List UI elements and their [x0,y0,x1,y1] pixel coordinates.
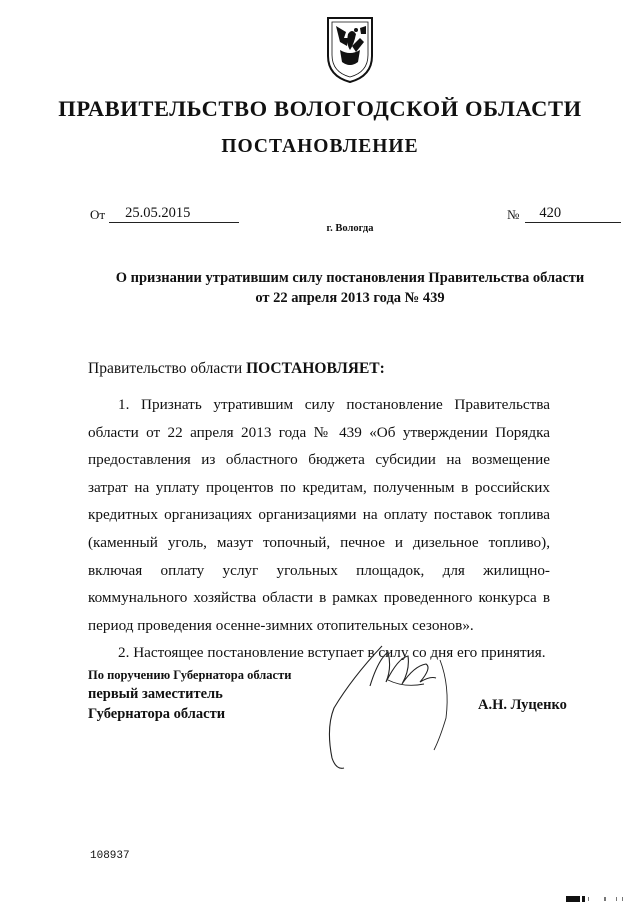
signatory-line-1: По поручению Губернатора области [88,668,292,682]
date-value: 25.05.2015 [109,205,239,223]
document-number: 108937 [90,850,130,862]
signatory-name: А.Н. Луценко [478,697,567,713]
document-body [88,391,550,667]
city-label: г. Вологда [326,223,374,234]
preamble [88,360,385,378]
barcode-mark [566,896,630,902]
signatory-title [88,666,291,724]
preamble-lead: Правительство области [88,360,247,377]
body-item-2: 2. Настоящее постановление вступает в силу со дня его принятия. [118,644,546,662]
body-item-1: 1. Признать утратившим силу постановление Правительства области от 22 апреля 2013 года № 439 «Об утверждении Порядка предоставления из областного бюджета субсидии на возмещение затрат на уплату процентов по кредитам, полученным в российских кредитных организациях организациями на оплату поставок топлива (каменный уголь, мазут топочный, печное и дизельное топливо), включая оплату услуг угольных площадок, для жилищно-коммунального хозяйства области в рамках проведенного конкурса в период проведения осенне-зимних отопительных сезонов». [88,396,550,634]
date-prefix: От [90,207,106,222]
signatory-line-2: первый заместитель [88,686,223,702]
number-prefix: № [507,207,520,222]
subject-line-2: от 22 апреля 2013 года № 439 [255,290,445,306]
signatory-line-3: Губернатора области [88,706,226,722]
date-field [90,205,239,223]
document-subject [60,268,640,308]
coat-of-arms-emblem [326,16,374,84]
subject-line-1: О признании утратившим силу постановления Правительства области [115,270,585,286]
handwritten-signature [322,638,452,773]
government-title: ПРАВИТЕЛЬСТВО ВОЛОГОДСКОЙ ОБЛАСТИ [58,96,582,121]
preamble-emphasis: ПОСТАНОВЛЯЕТ: [246,360,385,377]
number-field [507,205,621,223]
document-type: ПОСТАНОВЛЕНИЕ [221,136,419,157]
number-value: 420 [525,205,621,223]
